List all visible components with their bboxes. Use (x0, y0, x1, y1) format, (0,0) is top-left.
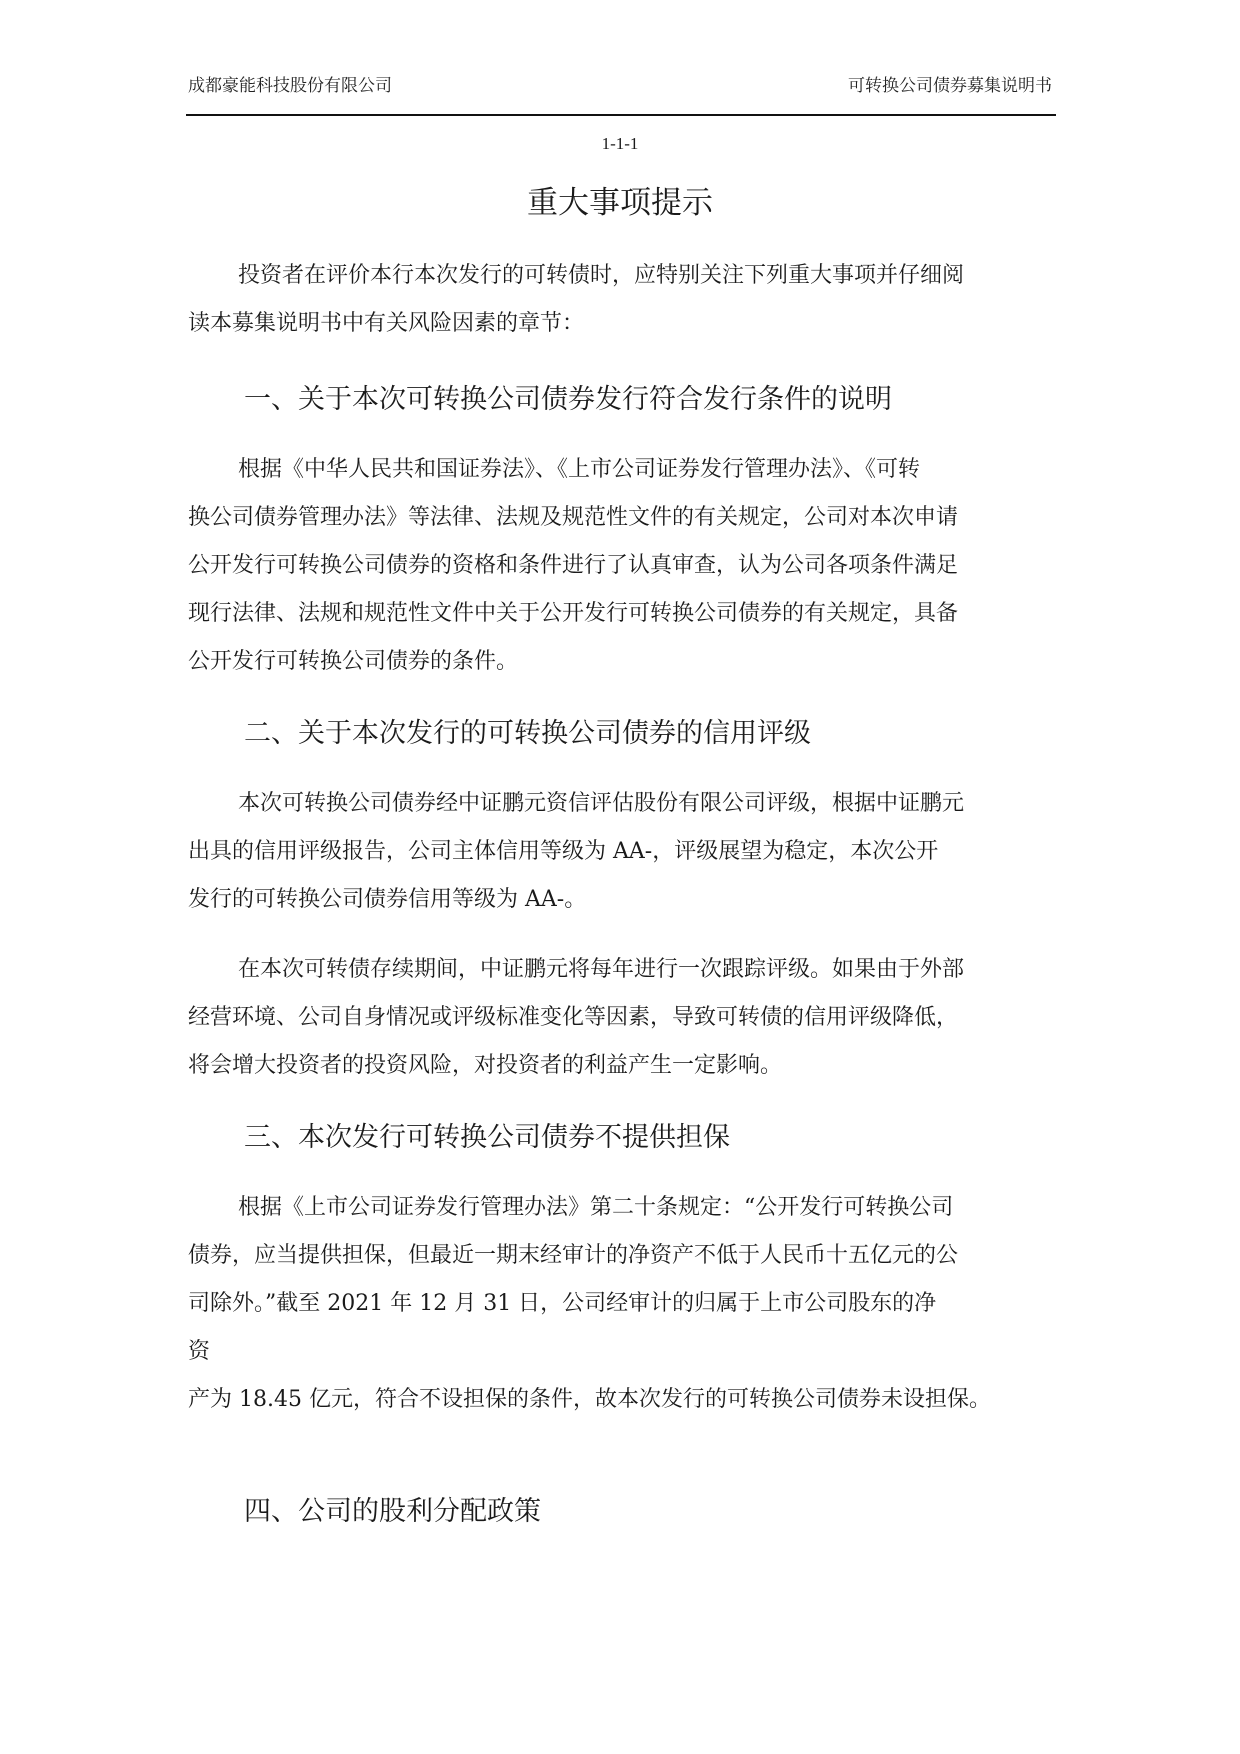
text-line: 根据《上市公司证券发行管理办法》第二十条规定：“公开发行可转换公司 (238, 1195, 954, 1220)
text-line: 现行法律、法规和规范性文件中关于公开发行可转换公司债券的有关规定，具备 (188, 601, 959, 626)
text-line: 资 (188, 1339, 211, 1364)
text-line: 投资者在评价本行本次发行的可转债时，应特别关注下列重大事项并仔细阅 (238, 263, 965, 288)
text-line: 发行的可转换公司债券信用等级为 AA-。 (188, 887, 587, 912)
text-line: 出具的信用评级报告，公司主体信用等级为 AA-，评级展望为稳定，本次公开 (188, 839, 939, 864)
section-3-paragraph-1 (188, 1184, 1058, 1376)
text-line: 公开发行可转换公司债券的条件。 (188, 649, 519, 674)
text-line: 本次可转换公司债券经中证鹏元资信评估股份有限公司评级，根据中证鹏元 (238, 791, 965, 816)
text-line: 公开发行可转换公司债券的资格和条件进行了认真审查，认为公司各项条件满足 (188, 553, 959, 578)
section-2-paragraph-2 (188, 946, 1058, 1090)
text-line: 经营环境、公司自身情况或评级标准变化等因素，导致可转债的信用评级降低， (188, 1005, 959, 1030)
text-line: 将会增大投资者的投资风险，对投资者的利益产生一定影响。 (188, 1053, 783, 1078)
page-header-document-name: 可转换公司债券募集说明书 (848, 76, 1052, 96)
text-line: 根据《中华人民共和国证券法》、《上市公司证券发行管理办法》、《可转 (238, 457, 921, 482)
text-line: 换公司债券管理办法》等法律、法规及规范性文件的有关规定，公司对本次申请 (188, 505, 959, 530)
section-1-paragraph (188, 446, 1058, 686)
section-4-heading: 四、公司的股利分配政策 (244, 1496, 541, 1527)
section-1-heading: 一、关于本次可转换公司债券发行符合发行条件的说明 (244, 384, 892, 415)
section-3-paragraph-2 (188, 1376, 1088, 1424)
text-line: 产为 18.45 亿元，符合不设担保的条件，故本次发行的可转换公司债券未设担保。 (188, 1387, 991, 1412)
text-line: 读本募集说明书中有关风险因素的章节： (188, 311, 585, 336)
header-divider (186, 114, 1056, 116)
section-2-heading: 二、关于本次发行的可转换公司债券的信用评级 (244, 718, 811, 749)
page-header-company: 成都豪能科技股份有限公司 (188, 76, 392, 96)
text-line: 债券，应当提供担保，但最近一期末经审计的净资产不低于人民币十五亿元的公 (188, 1243, 959, 1268)
intro-paragraph (188, 252, 1058, 348)
page-number: 1-1-1 (601, 134, 639, 153)
document-title: 重大事项提示 (527, 185, 713, 221)
text-line: 司除外。”截至 2021 年 12 月 31 日，公司经审计的归属于上市公司股东的净 (188, 1291, 937, 1316)
section-3-heading: 三、本次发行可转换公司债券不提供担保 (244, 1122, 730, 1153)
text-line: 在本次可转债存续期间，中证鹏元将每年进行一次跟踪评级。如果由于外部 (238, 957, 965, 982)
section-2-paragraph-1 (188, 780, 1058, 924)
